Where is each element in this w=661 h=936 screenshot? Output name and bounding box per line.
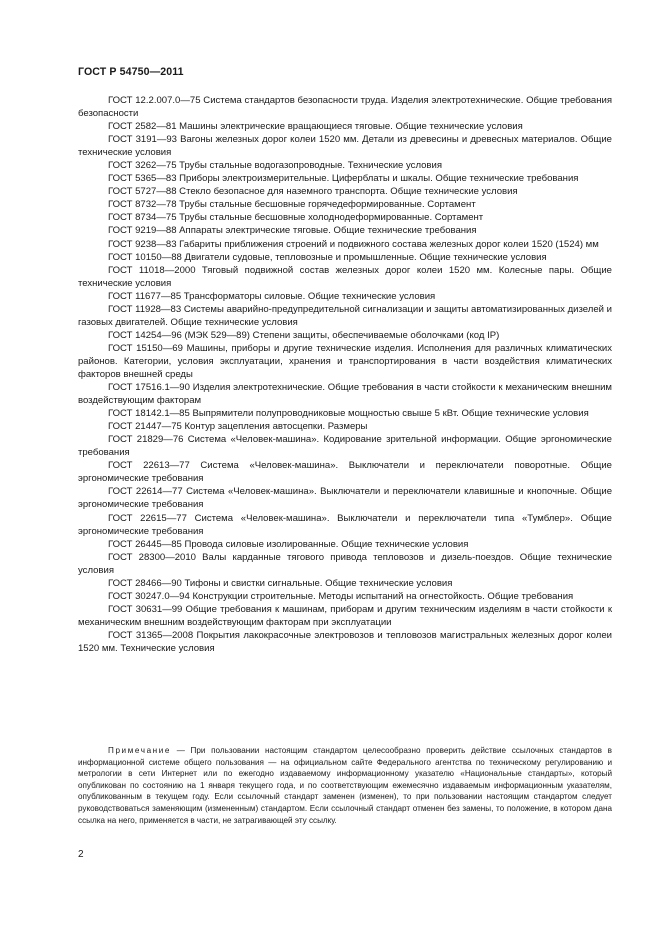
reference-item: ГОСТ 22615—77 Система «Человек-машина». Выключатели и переключатели типа «Тумблер». Общие эргономические требования [78, 512, 612, 537]
reference-item: ГОСТ 17516.1—90 Изделия электротехнические. Общие требования в части стойкости к механическим внешним воздействующим факторам [78, 382, 612, 407]
reference-item: ГОСТ 30631—99 Общие требования к машинам, приборам и другим техническим изделиям в части стойкости к механическим внешним воздействующим факторам при эксплуатации [78, 603, 612, 628]
reference-item: ГОСТ 22613—77 Система «Человек-машина». Выключатели и переключатели поворотные. Общие эргономические требования [78, 460, 612, 485]
reference-item: ГОСТ 14254—96 (МЭК 529—89) Степени защиты, обеспечиваемые оболочками (код IP) [108, 329, 500, 341]
reference-item: ГОСТ 15150—69 Машины, приборы и другие технические изделия. Исполнения для различных климатических районов. Категории, условия эксплуатации, хранения и транспортирования в части воздействия климатических факторов внешней среды [78, 342, 612, 380]
reference-item: ГОСТ 8734—75 Трубы стальные бесшовные холоднодеформированные. Сортамент [108, 212, 484, 224]
reference-item: ГОСТ 28466—90 Тифоны и свистки сигнальные. Общие технические условия [108, 577, 453, 589]
reference-item: ГОСТ 10150—88 Двигатели судовые, тепловозные и промышленные. Общие технические условия [108, 251, 547, 263]
reference-item: ГОСТ 9238—83 Габариты приближения строений и подвижного состава железных дорог колеи 1520 (1524) мм [108, 238, 599, 250]
note-lead-label: Примечание [108, 746, 172, 755]
reference-item: ГОСТ 21829—76 Система «Человек-машина». Кодирование зрительной информации. Общие эргономические требования [78, 434, 612, 459]
page-header-title: ГОСТ Р 54750—2011 [78, 66, 184, 78]
reference-item: ГОСТ 26445—85 Провода силовые изолированные. Общие технические условия [108, 538, 469, 550]
reference-item: ГОСТ 30247.0—94 Конструкции строительные. Методы испытаний на огнестойкость. Общие требования [108, 590, 574, 602]
note-paragraph [78, 745, 612, 826]
page-number: 2 [78, 849, 84, 860]
reference-item: ГОСТ 28300—2010 Валы карданные тягового привода тепловозов и дизель-поездов. Общие технические условия [78, 551, 612, 576]
reference-item: ГОСТ 2582—81 Машины электрические вращающиеся тяговые. Общие технические условия [108, 121, 523, 133]
reference-item: ГОСТ 11928—83 Системы аварийно-предупредительной сигнализации и защиты автоматизированных дизелей и газовых двигателей. Общие технические условия [78, 303, 612, 328]
reference-item: ГОСТ 11677—85 Трансформаторы силовые. Общие технические условия [108, 290, 436, 302]
reference-item: ГОСТ 3191—93 Вагоны железных дорог колеи 1520 мм. Детали из древесины и древесных материалов. Общие технические условия [78, 134, 612, 159]
reference-item: ГОСТ 8732—78 Трубы стальные бесшовные горячедеформированные. Сортамент [108, 199, 476, 211]
reference-item: ГОСТ 31365—2008 Покрытия лакокрасочные электровозов и тепловозов магистральных железных дорог колеи 1520 мм. Технические условия [78, 629, 612, 654]
reference-item: ГОСТ 18142.1—85 Выпрямители полупроводниковые мощностью свыше 5 кВт. Общие технические условия [108, 408, 589, 420]
reference-item: ГОСТ 11018—2000 Тяговый подвижной состав железных дорог колеи 1520 мм. Колесные пары. Общие технические условия [78, 264, 612, 289]
reference-item: ГОСТ 3262—75 Трубы стальные водогазопроводные. Технические условия [108, 160, 443, 172]
reference-item: ГОСТ 21447—75 Контур зацепления автосцепки. Размеры [108, 421, 368, 433]
reference-item: ГОСТ 22614—77 Система «Человек-машина». Выключатели и переключатели клавишные и кнопочные. Общие эргономические требования [78, 486, 612, 511]
reference-item: ГОСТ 9219—88 Аппараты электрические тяговые. Общие технические требования [108, 225, 477, 237]
note-text: — При пользовании настоящим стандартом целесообразно проверить действие ссылочных стандартов в информационной системе общего пользования — на официальном сайте Федерального агентства по техническому регулированию и метрологии в сети Интернет или по ежегодно издаваемому информационному указателю «Национальные стандарты», который опубликован по состоянию на 1 января текущего года, и по соответствующим ежемесячно издаваемым информационным указателям, опубликованным в текущем году. Если ссылочный стандарт заменен (изменен), то при пользовании настоящим стандартом следует руководствоваться заменяющим (измененным) стандартом. Если ссылочный стандарт отменен без замены, то положение, в котором дана ссылка на него, применяется в части, не затрагивающей эту ссылку. [78, 746, 612, 825]
normative-references-list [78, 94, 612, 655]
reference-item: ГОСТ 5365—83 Приборы электроизмерительные. Циферблаты и шкалы. Общие технические требования [108, 173, 579, 185]
reference-item: ГОСТ 5727—88 Стекло безопасное для наземного транспорта. Общие технические условия [108, 186, 518, 198]
reference-item: ГОСТ 12.2.007.0—75 Система стандартов безопасности труда. Изделия электротехнические. Общие требования безопасности [78, 95, 612, 120]
